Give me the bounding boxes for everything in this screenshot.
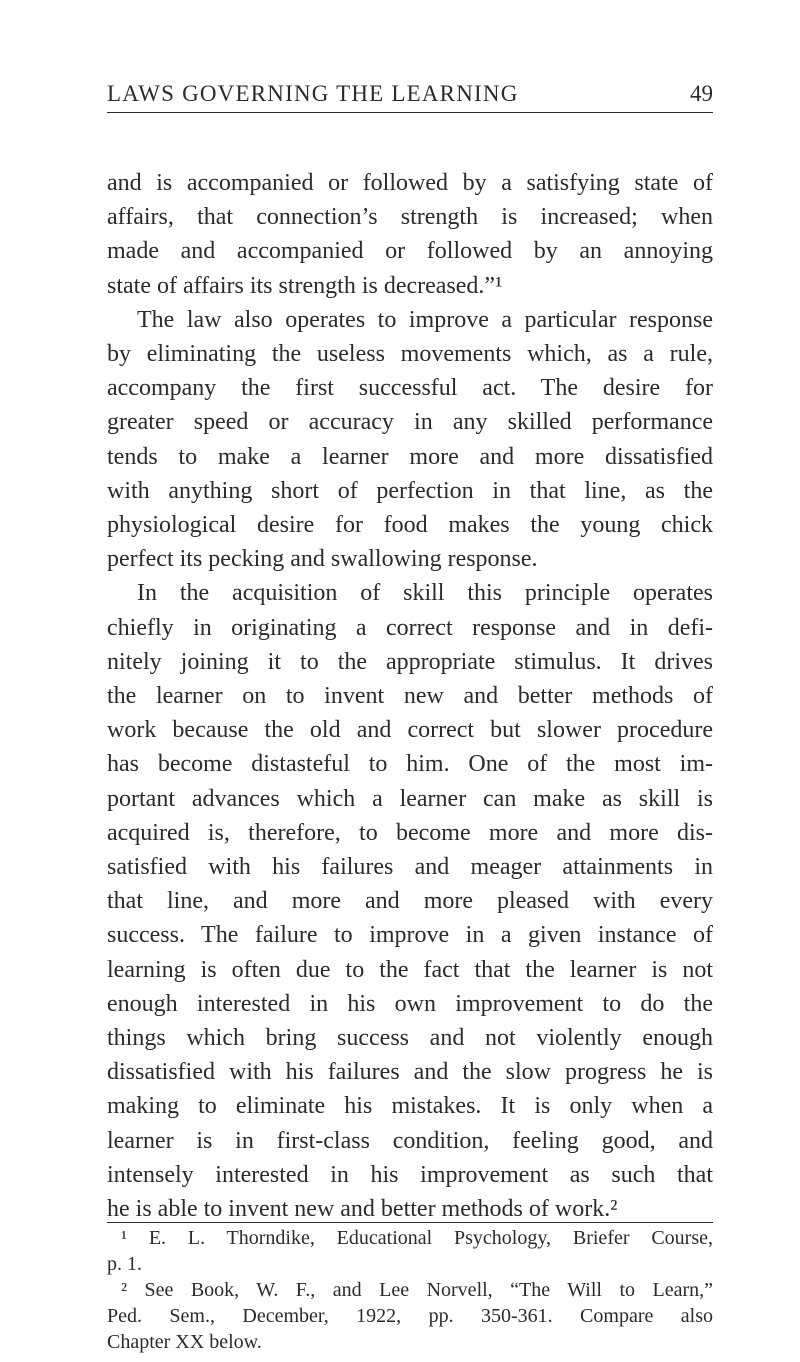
- footnote-line: Ped. Sem., December, 1922, pp. 350-361. Compare also: [107, 1305, 713, 1327]
- text-line: made and accompanied or followed by an annoying: [107, 238, 713, 265]
- text-line: enough interested in his own improvement to do the: [107, 990, 713, 1017]
- text-line: physiological desire for food makes the young chick: [107, 512, 713, 539]
- footnote-line: ¹ E. L. Thorndike, Educational Psychology, Briefer Course,: [121, 1227, 713, 1249]
- text-line: dissatisfied with his failures and the slow progress he is: [107, 1059, 713, 1086]
- text-line: learner is in first-class condition, feeling good, and: [107, 1127, 713, 1154]
- text-line: satisfied with his failures and meager attainments in: [107, 854, 713, 881]
- footnotes: [107, 1222, 713, 1355]
- text-line: work because the old and correct but slower procedure: [107, 717, 713, 744]
- text-line: The law also operates to improve a particular response: [137, 306, 713, 333]
- text-line: state of affairs its strength is decreased.”¹: [107, 272, 503, 299]
- footnote-line: ² See Book, W. F., and Lee Norvell, “The Will to Learn,”: [121, 1279, 713, 1301]
- text-line: he is able to invent new and better methods of work.²: [107, 1196, 618, 1223]
- text-line: and is accompanied or followed by a satisfying state of: [107, 170, 713, 196]
- text-line: In the acquisition of skill this principle operates: [137, 580, 713, 607]
- text-line: greater speed or accuracy in any skilled performance: [107, 409, 713, 436]
- text-line: with anything short of perfection in that line, as the: [107, 477, 713, 504]
- text-line: success. The failure to improve in a given instance of: [107, 922, 713, 949]
- running-header: [107, 80, 713, 113]
- text-line: acquired is, therefore, to become more and more dis-: [107, 819, 713, 846]
- text-line: affairs, that connection’s strength is increased; when: [107, 204, 713, 231]
- text-line: accompany the first successful act. The desire for: [107, 375, 713, 402]
- page-number: 49: [690, 81, 713, 106]
- text-line: tends to make a learner more and more dissatisfied: [107, 443, 713, 470]
- text-line: intensely interested in his improvement as such that: [107, 1161, 713, 1188]
- text-line: learning is often due to the fact that the learner is not: [107, 956, 713, 983]
- footnote-line: p. 1.: [107, 1253, 142, 1275]
- text-line: by eliminating the useless movements which, as a rule,: [107, 341, 713, 368]
- text-line: things which bring success and not violently enough: [107, 1025, 713, 1052]
- text-line: chiefly in originating a correct response and in defi-: [107, 614, 713, 641]
- text-line: that line, and more and more pleased with every: [107, 888, 713, 915]
- text-line: has become distasteful to him. One of the most im-: [107, 751, 713, 778]
- body-text: [107, 166, 713, 1226]
- footnote-line: Chapter XX below.: [107, 1331, 262, 1353]
- text-line: portant advances which a learner can make as skill is: [107, 785, 713, 812]
- text-line: the learner on to invent new and better methods of: [107, 683, 713, 710]
- running-title: LAWS GOVERNING THE LEARNING: [107, 81, 519, 106]
- text-line: making to eliminate his mistakes. It is only when a: [107, 1093, 713, 1120]
- text-line: nitely joining it to the appropriate stimulus. It drives: [107, 648, 713, 675]
- text-line: perfect its pecking and swallowing response.: [107, 546, 538, 573]
